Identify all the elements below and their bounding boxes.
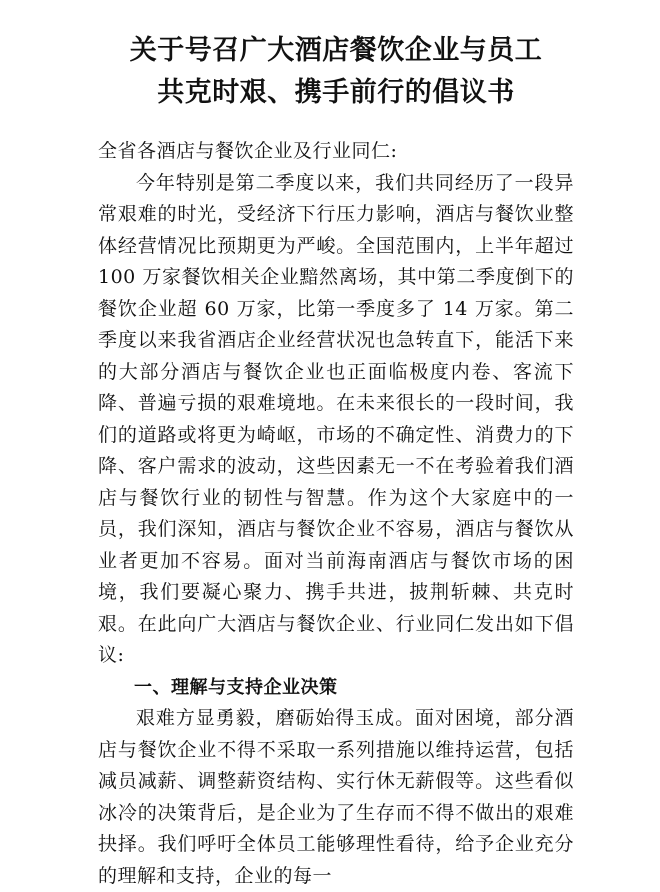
- salutation: 全省各酒店与餐饮企业及行业同仁:: [98, 140, 398, 162]
- title-line-2: 共克时艰、携手前行的倡议书: [157, 77, 515, 108]
- section-heading-1: 一、理解与支持企业决策: [134, 676, 338, 698]
- paragraph-intro: 今年特别是第二季度以来，我们共同经历了一段异常艰难的时光，受经济下行压力影响，酒店与餐饮业整体经营情况比预期更为严峻。全国范围内，上半年超过 100 万家餐饮相关企业黯然离场，其中第二季度倒下的餐饮企业超 60 万家，比第一季度多了 14 万家。第二季度以来我省酒店企业经营状况也急转直下，能活下来的大部分酒店与餐饮企业也正面临极度内卷、客流下降、普遍亏损的艰难境地。在未来很长的一段时间，我们的道路或将更为崎岖，市场的不确定性、消费力的下降、客户需求的波动，这些因素无一不在考验着我们酒店与餐饮行业的韧性与智慧。作为这个大家庭中的一员，我们深知，酒店与餐饮企业不容易，酒店与餐饮从业者更加不容易。面对当前海南酒店与餐饮市场的困境，我们要凝心聚力、携手共进，披荆斩棘、共克时艰。在此向广大酒店与餐饮企业、行业同仁发出如下倡议:: [98, 171, 574, 666]
- title-line-1: 关于号召广大酒店餐饮企业与员工: [129, 35, 543, 66]
- document-title: [98, 0, 574, 114]
- paragraph-section-1: 艰难方显勇毅，磨砺始得玉成。面对困境，部分酒店与餐饮企业不得不采取一系列措施以维持运营，包括减员减薪、调整薪资结构、实行休无薪假等。这些看似冰冷的决策背后，是企业为了生存而不得不做出的艰难抉择。我们呼吁全体员工能够理性看待，给予企业充分的理解和支持，企业的每一: [98, 707, 574, 887]
